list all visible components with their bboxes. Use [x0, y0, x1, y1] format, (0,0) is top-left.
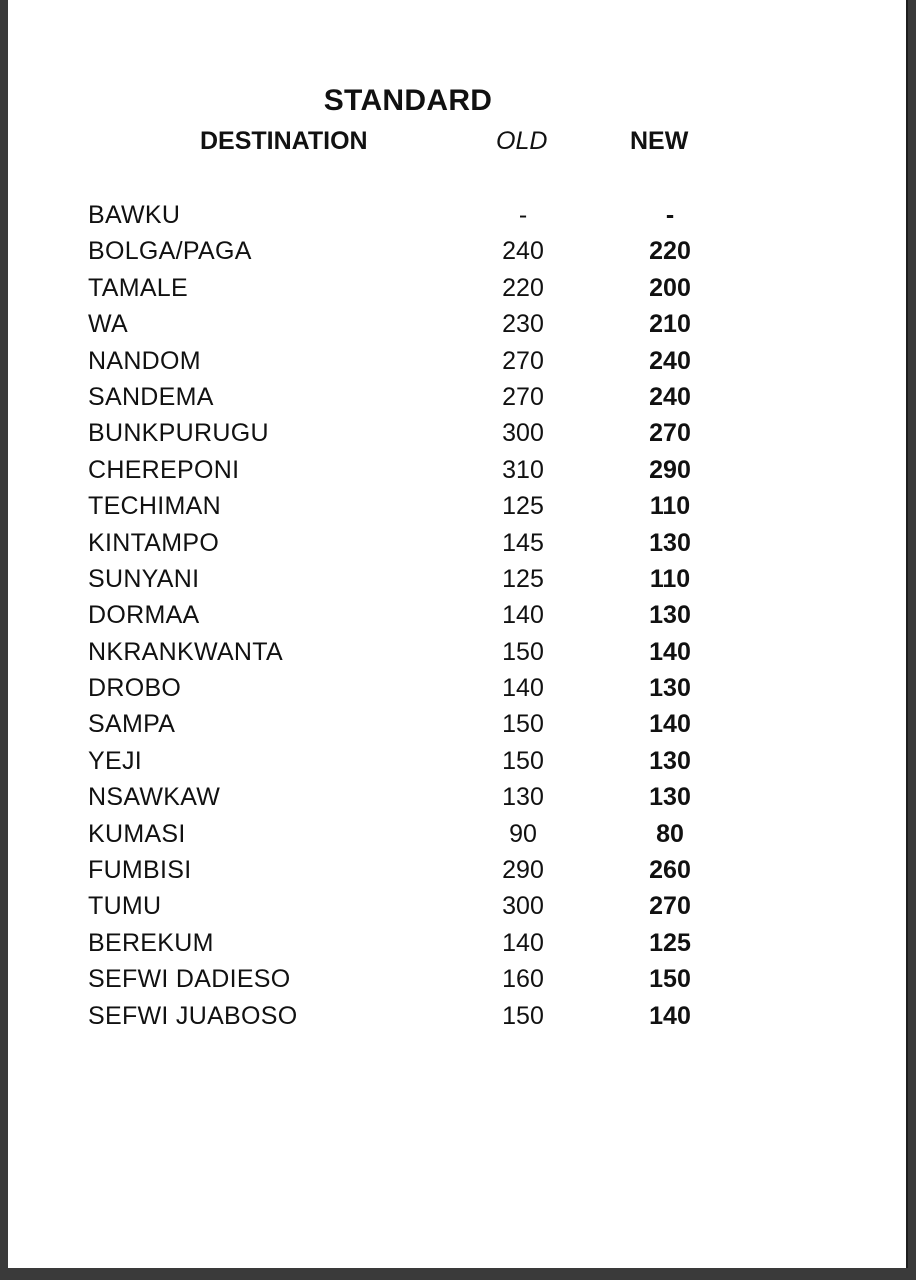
destination-cell: TAMALE [88, 273, 188, 302]
table-row [8, 816, 906, 852]
new-fare-cell: 240 [649, 346, 691, 375]
table-row [8, 597, 906, 633]
destination-cell: TUMU [88, 892, 162, 921]
destination-cell: TECHIMAN [88, 492, 221, 521]
new-fare-cell: 140 [649, 710, 691, 739]
destination-cell: SEFWI DADIESO [88, 965, 291, 994]
old-fare-cell: 140 [502, 674, 544, 703]
old-fare-cell: 160 [502, 965, 544, 994]
new-fare-cell: 200 [649, 273, 691, 302]
destination-cell: YEJI [88, 746, 142, 775]
old-fare-cell: 240 [502, 237, 544, 266]
table-row [8, 779, 906, 815]
table-row [8, 306, 906, 342]
old-fare-cell: 300 [502, 419, 544, 448]
destination-cell: BEREKUM [88, 928, 214, 957]
old-fare-cell: 140 [502, 601, 544, 630]
fare-table [8, 197, 906, 1034]
old-fare-cell: 300 [502, 892, 544, 921]
destination-cell: WA [88, 310, 128, 339]
new-fare-cell: - [665, 201, 675, 229]
document-page [8, 0, 908, 1268]
new-fare-cell: 140 [649, 637, 691, 666]
destination-cell: NANDOM [88, 346, 201, 375]
old-fare-cell: 145 [502, 528, 544, 557]
new-fare-cell: 130 [649, 783, 691, 812]
destination-cell: DROBO [88, 674, 182, 703]
old-fare-cell: 150 [502, 746, 544, 775]
new-fare-cell: 270 [649, 419, 691, 448]
old-fare-cell: 290 [502, 856, 544, 885]
table-row [8, 233, 906, 269]
table-row [8, 925, 906, 961]
table-row [8, 379, 906, 415]
old-fare-cell: 90 [509, 819, 537, 848]
destination-cell: BOLGA/PAGA [88, 237, 252, 266]
table-row [8, 743, 906, 779]
new-fare-cell: 110 [649, 492, 691, 521]
old-fare-cell: 125 [502, 492, 544, 521]
old-fare-cell: 150 [502, 637, 544, 666]
new-fare-cell: 130 [649, 528, 691, 557]
new-fare-cell: 140 [649, 1001, 691, 1030]
old-fare-cell: 230 [502, 310, 544, 339]
destination-cell: SEFWI JUABOSO [88, 1001, 298, 1030]
old-fare-cell: 140 [502, 928, 544, 957]
old-fare-cell: 270 [502, 382, 544, 411]
table-row [8, 525, 906, 561]
document-title: STANDARD [323, 84, 493, 117]
new-fare-cell: 270 [649, 892, 691, 921]
destination-cell: SAMPA [88, 710, 176, 739]
new-fare-cell: 260 [649, 856, 691, 885]
destination-cell: KINTAMPO [88, 528, 220, 557]
table-row [8, 888, 906, 924]
table-row [8, 270, 906, 306]
table-row [8, 706, 906, 742]
table-row [8, 852, 906, 888]
column-header-new: NEW [630, 127, 689, 155]
destination-cell: NKRANKWANTA [88, 637, 283, 666]
new-fare-cell: 130 [649, 746, 691, 775]
table-row [8, 634, 906, 670]
old-fare-cell: 125 [502, 564, 544, 593]
destination-cell: SANDEMA [88, 382, 214, 411]
new-fare-cell: 150 [649, 965, 691, 994]
new-fare-cell: 130 [649, 674, 691, 703]
old-fare-cell: - [518, 201, 528, 229]
old-fare-cell: 150 [502, 710, 544, 739]
destination-cell: NSAWKAW [88, 783, 221, 812]
destination-cell: BUNKPURUGU [88, 419, 269, 448]
new-fare-cell: 240 [649, 382, 691, 411]
destination-cell: DORMAA [88, 601, 200, 630]
table-row [8, 961, 906, 997]
old-fare-cell: 220 [502, 273, 544, 302]
old-fare-cell: 130 [502, 783, 544, 812]
new-fare-cell: 220 [649, 237, 691, 266]
old-fare-cell: 270 [502, 346, 544, 375]
new-fare-cell: 210 [649, 310, 691, 339]
column-header-destination: DESTINATION [200, 127, 368, 155]
table-row [8, 343, 906, 379]
table-row [8, 670, 906, 706]
table-row [8, 561, 906, 597]
table-row [8, 488, 906, 524]
table-row [8, 452, 906, 488]
old-fare-cell: 310 [502, 455, 544, 484]
table-row [8, 415, 906, 451]
destination-cell: BAWKU [88, 201, 181, 229]
new-fare-cell: 290 [649, 455, 691, 484]
destination-cell: SUNYANI [88, 564, 200, 593]
table-row [8, 998, 906, 1034]
new-fare-cell: 110 [649, 564, 691, 593]
new-fare-cell: 130 [649, 601, 691, 630]
destination-cell: FUMBISI [88, 856, 192, 885]
new-fare-cell: 125 [649, 928, 691, 957]
new-fare-cell: 80 [656, 819, 684, 848]
column-header-old: OLD [496, 127, 548, 155]
destination-cell: KUMASI [88, 819, 186, 848]
table-row [8, 197, 906, 233]
destination-cell: CHEREPONI [88, 455, 240, 484]
old-fare-cell: 150 [502, 1001, 544, 1030]
